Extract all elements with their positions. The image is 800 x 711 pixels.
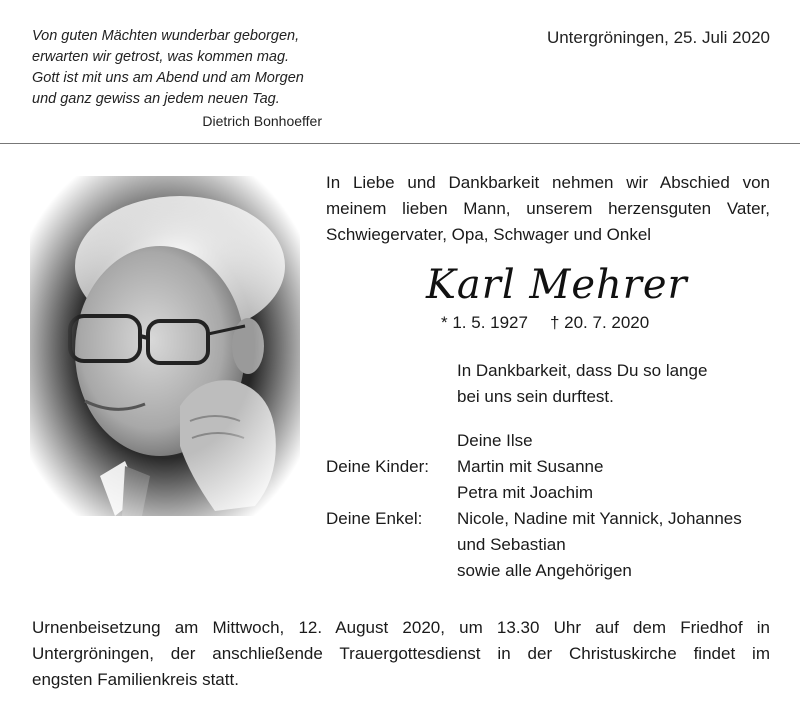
deceased-name: Karl Mehrer xyxy=(426,262,688,308)
burial-line: Untergröningen, der anschließende Trauergottesdienst in der Christuskirche findet im xyxy=(32,644,770,663)
intro-text xyxy=(326,170,770,248)
portrait-photo xyxy=(30,176,300,516)
family-row xyxy=(326,480,776,506)
grandchildren-names: Nicole, Nadine mit Yannick, Johannes xyxy=(457,509,742,528)
burial-line: engsten Familienkreis statt. xyxy=(32,670,239,689)
quote-line: und ganz gewiss an jedem neuen Tag. xyxy=(32,91,280,107)
quote-line: erwarten wir getrost, was kommen mag. xyxy=(32,49,290,65)
burial-notice xyxy=(32,615,770,693)
family-row xyxy=(326,558,776,584)
spouse-name: Deine Ilse xyxy=(457,431,533,450)
bonhoeffer-quote xyxy=(32,26,332,132)
intro-line: In Liebe und Dankbarkeit nehmen wir Abschied von xyxy=(326,173,770,192)
family-row xyxy=(326,506,776,532)
grandchildren-names: und Sebastian xyxy=(457,535,566,554)
divider-line xyxy=(0,143,800,144)
thanks-line: bei uns sein durftest. xyxy=(457,387,614,406)
death-date: † 20. 7. 2020 xyxy=(549,313,650,332)
place-and-date: Untergröningen, 25. Juli 2020 xyxy=(546,28,770,47)
grandchildren-label: Deine Enkel: xyxy=(326,509,423,528)
burial-line: Urnenbeisetzung am Mittwoch, 12. August 2020, um 13.30 Uhr auf dem Friedhof in xyxy=(32,618,770,637)
children-name: Petra mit Joachim xyxy=(457,483,594,502)
thanks-line: In Dankbarkeit, dass Du so lange xyxy=(457,361,708,380)
life-dates xyxy=(441,313,649,333)
other-relatives: sowie alle Angehörigen xyxy=(457,561,632,580)
intro-line: Schwiegervater, Opa, Schwager und Onkel xyxy=(326,225,652,244)
children-name: Martin mit Susanne xyxy=(457,457,604,476)
quote-line: Gott ist mit uns am Abend und am Morgen xyxy=(32,70,304,86)
thanks-text xyxy=(457,358,707,410)
quote-line: Von guten Mächten wunderbar geborgen, xyxy=(32,28,300,44)
children-label: Deine Kinder: xyxy=(326,457,430,476)
intro-line: meinem lieben Mann, unserem herzensguten Vater, xyxy=(326,199,770,218)
family-row xyxy=(326,454,776,480)
family-row xyxy=(326,428,776,454)
quote-author: Dietrich Bonhoeffer xyxy=(202,113,322,129)
birth-date: * 1. 5. 1927 xyxy=(441,313,528,332)
family-list xyxy=(326,428,776,584)
family-row xyxy=(326,532,776,558)
